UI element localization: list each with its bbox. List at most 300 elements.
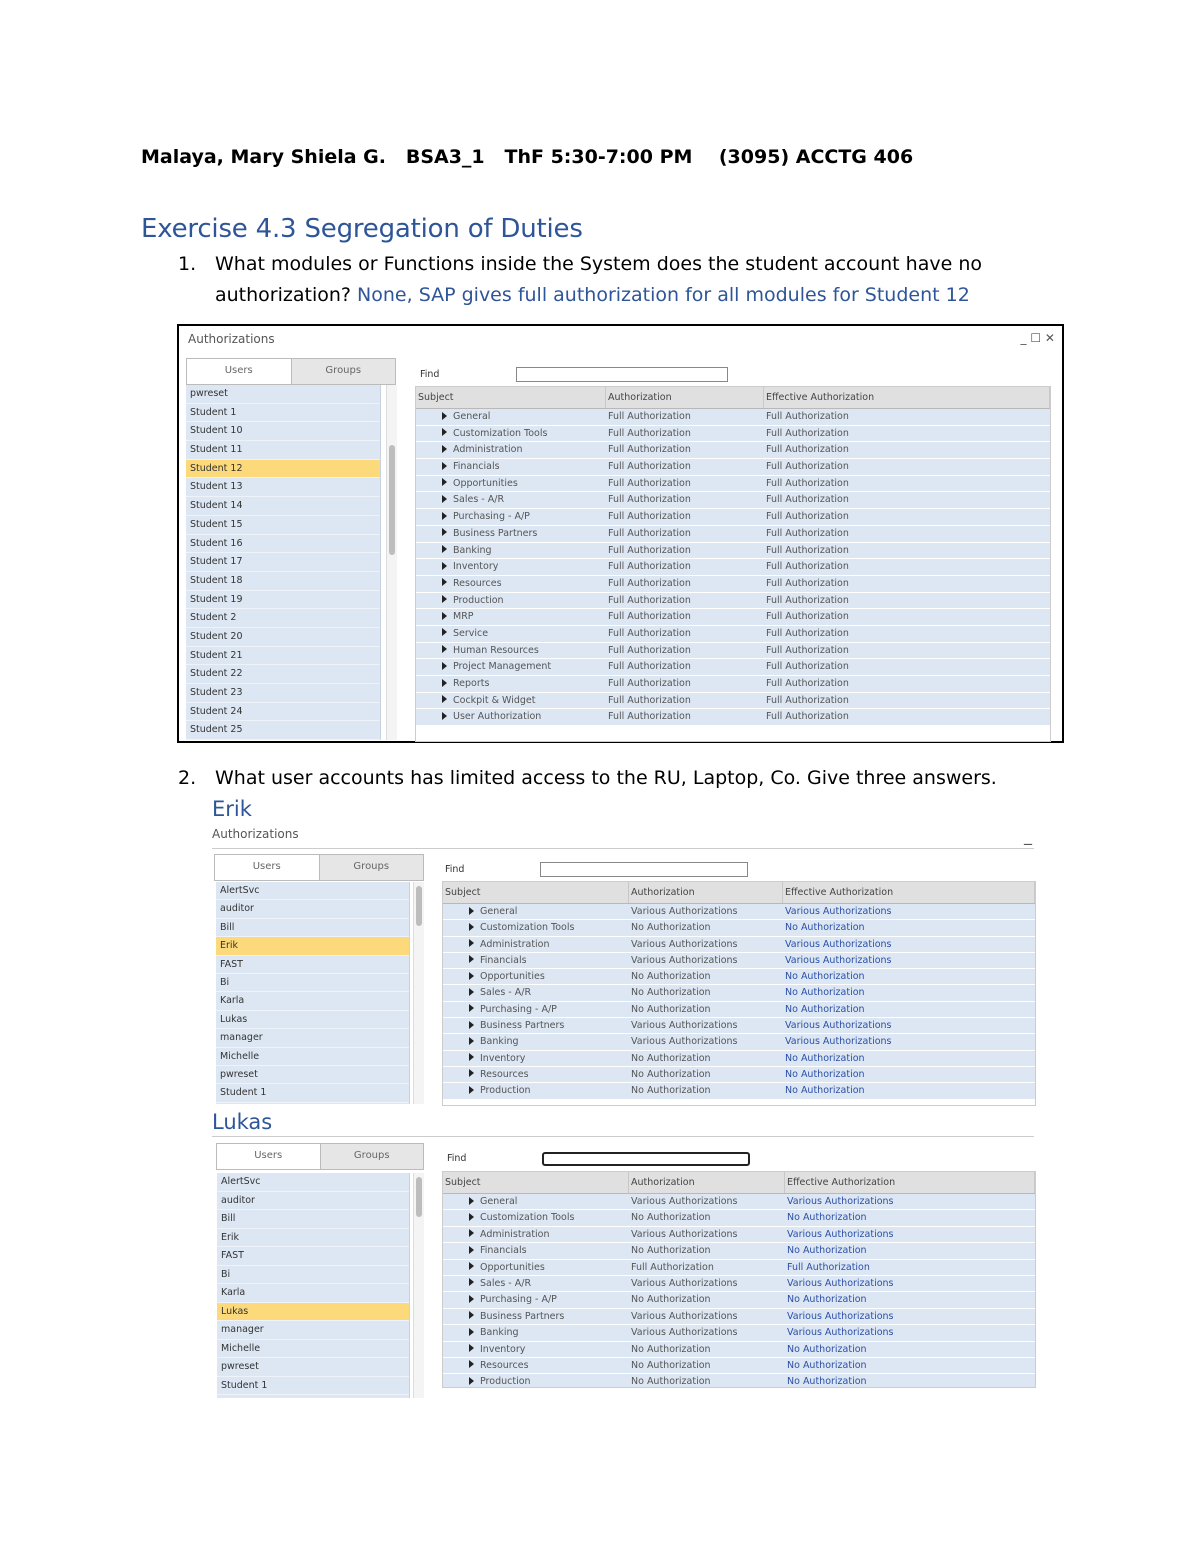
- user-list-item[interactable]: Michelle: [217, 1340, 409, 1359]
- authorization-cell: Various Authorizations: [629, 1325, 785, 1341]
- table-row[interactable]: [443, 1292, 1035, 1308]
- subject-label: MRP: [453, 611, 474, 623]
- table-row[interactable]: [443, 1018, 1035, 1034]
- authorization-cell: Full Authorization: [606, 442, 764, 459]
- expand-arrow-icon[interactable]: [442, 462, 447, 470]
- subject-cell: [443, 969, 629, 985]
- effective-authorization-cell: Full Authorization: [764, 442, 1050, 459]
- find-input[interactable]: [542, 1152, 750, 1166]
- user-list-item[interactable]: Student 1: [216, 1084, 409, 1102]
- authorization-cell: Various Authorizations: [629, 1227, 785, 1243]
- expand-arrow-icon[interactable]: [469, 1229, 474, 1237]
- tab-groups[interactable]: Groups: [292, 359, 396, 384]
- expand-arrow-icon[interactable]: [469, 1377, 474, 1385]
- table-row[interactable]: [416, 459, 1050, 476]
- tab-users[interactable]: Users: [187, 359, 292, 384]
- column-header[interactable]: Effective Authorization: [764, 387, 1050, 408]
- subject-cell: [443, 1194, 629, 1210]
- user-list-item[interactable]: Student 14: [186, 497, 380, 516]
- subject-label: Purchasing - A/P: [480, 1003, 557, 1015]
- effective-authorization-cell: Various Authorizations: [785, 1194, 1035, 1210]
- table-row[interactable]: [416, 576, 1050, 593]
- effective-authorization-cell: Full Authorization: [764, 693, 1050, 710]
- subject-label: Inventory: [453, 561, 499, 573]
- table-row[interactable]: [443, 1260, 1035, 1276]
- expand-arrow-icon[interactable]: [469, 1246, 474, 1254]
- subject-label: Resources: [480, 1359, 529, 1371]
- expand-arrow-icon[interactable]: [442, 645, 447, 653]
- expand-arrow-icon[interactable]: [469, 1037, 474, 1045]
- table-row[interactable]: [443, 1067, 1035, 1083]
- table-row[interactable]: [416, 476, 1050, 493]
- subject-label: Administration: [453, 444, 523, 456]
- authorization-cell: Full Authorization: [606, 559, 764, 576]
- table-row[interactable]: [443, 1276, 1035, 1292]
- user-list-item[interactable]: Erik: [216, 937, 409, 955]
- subject-cell: [416, 576, 606, 593]
- table-row[interactable]: [443, 1194, 1035, 1210]
- user-list-item[interactable]: AlertSvc: [217, 1173, 409, 1192]
- user-list-item[interactable]: Student 23: [186, 684, 380, 703]
- top-separator: [212, 1136, 1034, 1137]
- user-list-item[interactable]: Student 19: [186, 591, 380, 610]
- user-list-item[interactable]: Student 25: [186, 721, 380, 740]
- subject-cell: [416, 643, 606, 660]
- subject-cell: [443, 1358, 629, 1374]
- scrollbar-thumb[interactable]: [416, 886, 422, 926]
- expand-arrow-icon[interactable]: [469, 1197, 474, 1205]
- effective-authorization-cell: No Authorization: [785, 1292, 1035, 1308]
- subject-label: Financials: [480, 954, 527, 966]
- user-list-item[interactable]: Student 11: [186, 441, 380, 460]
- subject-label: Sales - A/R: [453, 494, 505, 506]
- expand-arrow-icon[interactable]: [469, 972, 474, 980]
- effective-authorization-cell: No Authorization: [783, 1051, 1035, 1067]
- grid-header: [443, 1172, 1035, 1194]
- subject-cell: [443, 1018, 629, 1034]
- question-1: [178, 249, 1078, 311]
- subject-label: Sales - A/R: [480, 1277, 532, 1289]
- subject-label: Sales - A/R: [480, 987, 532, 999]
- user-list-item[interactable]: Student 18: [186, 572, 380, 591]
- subject-cell: [416, 409, 606, 426]
- expand-arrow-icon[interactable]: [469, 1069, 474, 1077]
- grid-body: [416, 409, 1050, 726]
- column-header[interactable]: Subject: [443, 882, 629, 903]
- expand-arrow-icon[interactable]: [442, 445, 447, 453]
- user-list-scrollbar[interactable]: [386, 385, 397, 740]
- subject-label: Financials: [480, 1245, 527, 1257]
- table-row[interactable]: [443, 904, 1035, 920]
- user-list-item[interactable]: Student 17: [186, 553, 380, 572]
- effective-authorization-cell: No Authorization: [783, 920, 1035, 936]
- table-row[interactable]: [416, 709, 1050, 726]
- table-row[interactable]: [443, 1309, 1035, 1325]
- subject-cell: [443, 920, 629, 936]
- user-list-item[interactable]: Bill: [216, 919, 409, 937]
- subject-cell: [443, 1067, 629, 1083]
- user-list-item[interactable]: Student 1: [217, 1377, 409, 1396]
- effective-authorization-cell: No Authorization: [785, 1243, 1035, 1259]
- expand-arrow-icon[interactable]: [442, 562, 447, 570]
- expand-arrow-icon[interactable]: [442, 695, 447, 703]
- user-list-item[interactable]: Student 1: [186, 404, 380, 423]
- subject-cell: [416, 543, 606, 560]
- expand-arrow-icon[interactable]: [442, 612, 447, 620]
- effective-authorization-cell: Full Authorization: [764, 659, 1050, 676]
- user-list-item[interactable]: FAST: [216, 956, 409, 974]
- expand-arrow-icon[interactable]: [469, 988, 474, 996]
- subject-cell: [416, 626, 606, 643]
- authorization-cell: Various Authorizations: [629, 904, 783, 920]
- user-list-item[interactable]: Student 21: [186, 647, 380, 666]
- effective-authorization-cell: Full Authorization: [785, 1260, 1035, 1276]
- tab-groups[interactable]: Groups: [321, 1144, 424, 1169]
- table-row[interactable]: [443, 1325, 1035, 1341]
- subject-label: Service: [453, 627, 489, 639]
- subject-cell: [416, 693, 606, 710]
- authorization-cell: Full Authorization: [606, 676, 764, 693]
- scrollbar-thumb[interactable]: [416, 1177, 422, 1217]
- subject-cell: [416, 676, 606, 693]
- effective-authorization-cell: No Authorization: [783, 969, 1035, 985]
- authorization-cell: Full Authorization: [606, 593, 764, 610]
- column-header[interactable]: Subject: [443, 1172, 629, 1193]
- expand-arrow-icon[interactable]: [469, 1053, 474, 1061]
- users-groups-tabs: [214, 854, 424, 881]
- effective-authorization-cell: Full Authorization: [764, 709, 1050, 726]
- expand-arrow-icon[interactable]: [442, 679, 447, 687]
- user-list-item[interactable]: auditor: [216, 900, 409, 918]
- table-row[interactable]: [416, 492, 1050, 509]
- user-list-item[interactable]: Student 16: [186, 535, 380, 554]
- user-list-item[interactable]: Student 24: [186, 703, 380, 722]
- effective-authorization-cell: Various Authorizations: [783, 1034, 1035, 1050]
- user-list-item[interactable]: Student 10: [186, 422, 380, 441]
- user-list-item[interactable]: Bi: [217, 1266, 409, 1285]
- table-row[interactable]: [443, 1243, 1035, 1259]
- table-row[interactable]: [416, 659, 1050, 676]
- expand-arrow-icon[interactable]: [469, 1213, 474, 1221]
- effective-authorization-cell: Full Authorization: [764, 509, 1050, 526]
- subject-cell: [416, 459, 606, 476]
- grid-body: [443, 904, 1035, 1100]
- effective-authorization-cell: Various Authorizations: [783, 1018, 1035, 1034]
- authorization-cell: No Authorization: [629, 1374, 785, 1388]
- table-row[interactable]: [416, 442, 1050, 459]
- effective-authorization-cell: Various Authorizations: [783, 937, 1035, 953]
- student-header: Malaya, Mary Shiela G. BSA3_1 ThF 5:30-7:00 PM (3095) ACCTG 406: [141, 146, 914, 168]
- expand-arrow-icon[interactable]: [469, 1328, 474, 1336]
- expand-arrow-icon[interactable]: [469, 1004, 474, 1012]
- table-row[interactable]: [443, 1342, 1035, 1358]
- user-list-item[interactable]: pwreset: [186, 385, 380, 404]
- authorization-cell: Full Authorization: [606, 459, 764, 476]
- user-list-item[interactable]: Student 15: [186, 516, 380, 535]
- effective-authorization-cell: Full Authorization: [764, 492, 1050, 509]
- table-row[interactable]: [443, 1374, 1035, 1388]
- subject-cell: [443, 1210, 629, 1226]
- subject-label: User Authorization: [453, 711, 542, 723]
- subject-label: Purchasing - A/P: [480, 1294, 557, 1306]
- table-row[interactable]: [443, 1358, 1035, 1374]
- subject-label: Purchasing - A/P: [453, 511, 530, 523]
- subject-cell: [416, 593, 606, 610]
- table-row[interactable]: [416, 593, 1050, 610]
- user-list-scrollbar[interactable]: [413, 882, 424, 1104]
- table-row[interactable]: [416, 409, 1050, 426]
- table-row[interactable]: [416, 559, 1050, 576]
- find-input[interactable]: [540, 862, 748, 877]
- subject-label: Administration: [480, 1228, 550, 1240]
- user-list-item[interactable]: Student 20: [186, 628, 380, 647]
- effective-authorization-cell: Full Authorization: [764, 526, 1050, 543]
- effective-authorization-cell: Full Authorization: [764, 559, 1050, 576]
- effective-authorization-cell: No Authorization: [785, 1374, 1035, 1388]
- user-list-scrollbar[interactable]: [413, 1173, 424, 1398]
- subject-label: Business Partners: [453, 527, 538, 539]
- table-row[interactable]: [416, 693, 1050, 710]
- effective-authorization-cell: No Authorization: [783, 1002, 1035, 1018]
- expand-arrow-icon[interactable]: [442, 662, 447, 670]
- user-list-item[interactable]: pwreset: [217, 1358, 409, 1377]
- expand-arrow-icon[interactable]: [442, 595, 447, 603]
- user-list-item[interactable]: manager: [217, 1321, 409, 1340]
- authorization-cell: Full Authorization: [629, 1260, 785, 1276]
- authorization-cell: No Authorization: [629, 1051, 783, 1067]
- user-list-item[interactable]: FAST: [217, 1247, 409, 1266]
- tab-users[interactable]: Users: [217, 1144, 321, 1169]
- user-list-item[interactable]: Bi: [216, 974, 409, 992]
- question-1-line1: What modules or Functions inside the System does the student account have no: [215, 253, 982, 275]
- subject-label: Inventory: [480, 1052, 526, 1064]
- expand-arrow-icon[interactable]: [442, 545, 447, 553]
- user-list-item[interactable]: AlertSvc: [216, 882, 409, 900]
- user-list: [217, 1173, 410, 1398]
- subject-label: Customization Tools: [453, 427, 548, 439]
- authorization-grid: [442, 1171, 1036, 1388]
- expand-arrow-icon[interactable]: [442, 478, 447, 486]
- effective-authorization-cell: Full Authorization: [764, 543, 1050, 560]
- user-list-item[interactable]: Karla: [217, 1284, 409, 1303]
- subject-label: Resources: [480, 1068, 529, 1080]
- user-list-item[interactable]: Student 22: [186, 665, 380, 684]
- subject-label: Inventory: [480, 1343, 526, 1355]
- effective-authorization-cell: Full Authorization: [764, 626, 1050, 643]
- expand-arrow-icon[interactable]: [469, 923, 474, 931]
- subject-cell: [443, 953, 629, 969]
- table-row[interactable]: [443, 937, 1035, 953]
- authorization-cell: Full Authorization: [606, 426, 764, 443]
- subject-label: Banking: [480, 1036, 519, 1048]
- subject-cell: [416, 476, 606, 493]
- user-list: [186, 385, 381, 740]
- authorization-cell: Various Authorizations: [629, 1018, 783, 1034]
- subject-label: Resources: [453, 577, 502, 589]
- column-header[interactable]: Authorization: [606, 387, 764, 408]
- effective-authorization-cell: Various Authorizations: [785, 1309, 1035, 1325]
- tab-users[interactable]: Users: [215, 855, 320, 880]
- expand-arrow-icon[interactable]: [442, 495, 447, 503]
- expand-arrow-icon[interactable]: [442, 412, 447, 420]
- expand-arrow-icon[interactable]: [469, 1360, 474, 1368]
- table-row[interactable]: [443, 1227, 1035, 1243]
- table-row[interactable]: [416, 526, 1050, 543]
- authorization-cell: No Authorization: [629, 920, 783, 936]
- subject-cell: [443, 1243, 629, 1259]
- authorization-cell: Full Authorization: [606, 526, 764, 543]
- table-row[interactable]: [443, 1002, 1035, 1018]
- column-header[interactable]: Effective Authorization: [785, 1172, 1035, 1193]
- user-list-item[interactable]: pwreset: [216, 1066, 409, 1084]
- effective-authorization-cell: Full Authorization: [764, 409, 1050, 426]
- authorization-cell: No Authorization: [629, 1083, 783, 1099]
- table-row[interactable]: [443, 1051, 1035, 1067]
- subject-cell: [416, 426, 606, 443]
- table-row[interactable]: [416, 643, 1050, 660]
- question-1-answer: None, SAP gives full authorization for all modules for Student 12: [357, 284, 970, 306]
- effective-authorization-cell: Full Authorization: [764, 576, 1050, 593]
- question-1-line2: authorization?: [215, 284, 351, 306]
- expand-arrow-icon[interactable]: [469, 955, 474, 963]
- subject-label: Customization Tools: [480, 922, 575, 934]
- user-list-item[interactable]: manager: [216, 1029, 409, 1047]
- effective-authorization-cell: Full Authorization: [764, 676, 1050, 693]
- subject-cell: [443, 1260, 629, 1276]
- subject-cell: [416, 659, 606, 676]
- expand-arrow-icon[interactable]: [469, 1344, 474, 1352]
- expand-arrow-icon[interactable]: [469, 1278, 474, 1286]
- subject-cell: [443, 1083, 629, 1099]
- authorization-cell: Various Authorizations: [629, 937, 783, 953]
- authorization-cell: Various Authorizations: [629, 1276, 785, 1292]
- user-list-item[interactable]: Student 13: [186, 478, 380, 497]
- subject-label: Financials: [453, 461, 500, 473]
- expand-arrow-icon[interactable]: [469, 907, 474, 915]
- table-row[interactable]: [443, 969, 1035, 985]
- user-list-item[interactable]: auditor: [217, 1192, 409, 1211]
- subject-cell: [443, 1342, 629, 1358]
- expand-arrow-icon[interactable]: [442, 512, 447, 520]
- user-list-item[interactable]: Erik: [217, 1229, 409, 1248]
- expand-arrow-icon[interactable]: [469, 939, 474, 947]
- grid-header: [443, 882, 1035, 904]
- effective-authorization-cell: No Authorization: [783, 1083, 1035, 1099]
- table-row[interactable]: [416, 543, 1050, 560]
- question-2-number: 2.: [178, 767, 197, 789]
- find-label: Find: [447, 1153, 467, 1164]
- subject-label: Banking: [453, 544, 492, 556]
- effective-authorization-cell: Full Authorization: [764, 643, 1050, 660]
- expand-arrow-icon[interactable]: [469, 1295, 474, 1303]
- table-row[interactable]: [443, 953, 1035, 969]
- column-header[interactable]: Subject: [416, 387, 606, 408]
- table-row[interactable]: [443, 985, 1035, 1001]
- table-row[interactable]: [443, 1034, 1035, 1050]
- user-list-item[interactable]: Michelle: [216, 1048, 409, 1066]
- table-row[interactable]: [416, 509, 1050, 526]
- authorization-cell: No Authorization: [629, 1358, 785, 1374]
- expand-arrow-icon[interactable]: [469, 1262, 474, 1270]
- expand-arrow-icon[interactable]: [442, 428, 447, 436]
- authorization-cell: Full Authorization: [606, 659, 764, 676]
- effective-authorization-cell: No Authorization: [785, 1358, 1035, 1374]
- authorization-cell: Various Authorizations: [629, 953, 783, 969]
- subject-cell: [443, 985, 629, 1001]
- subject-cell: [416, 509, 606, 526]
- subject-label: Administration: [480, 938, 550, 950]
- subject-cell: [443, 1309, 629, 1325]
- window-minimize[interactable]: _: [1024, 826, 1032, 845]
- column-header[interactable]: Authorization: [629, 1172, 785, 1193]
- user-list-item[interactable]: Student 2: [186, 609, 380, 628]
- subject-label: General: [480, 1196, 518, 1207]
- scrollbar-thumb[interactable]: [389, 445, 395, 555]
- window-controls[interactable]: _ ☐ ✕: [1020, 331, 1055, 345]
- subject-label: General: [480, 906, 518, 917]
- authorization-cell: Full Authorization: [606, 643, 764, 660]
- effective-authorization-cell: No Authorization: [783, 1067, 1035, 1083]
- authorization-cell: Full Authorization: [606, 609, 764, 626]
- user-list-item[interactable]: Lukas: [216, 1011, 409, 1029]
- effective-authorization-cell: Various Authorizations: [783, 953, 1035, 969]
- expand-arrow-icon[interactable]: [469, 1086, 474, 1094]
- expand-arrow-icon[interactable]: [442, 628, 447, 636]
- exercise-title: Exercise 4.3 Segregation of Duties: [141, 214, 583, 244]
- user-list-item[interactable]: Bill: [217, 1210, 409, 1229]
- user-list-item[interactable]: Student 12: [186, 460, 380, 479]
- column-header[interactable]: Authorization: [629, 882, 783, 903]
- table-row[interactable]: [416, 676, 1050, 693]
- find-input[interactable]: [516, 367, 728, 382]
- expand-arrow-icon[interactable]: [469, 1021, 474, 1029]
- question-2: [178, 763, 1078, 825]
- table-row[interactable]: [443, 920, 1035, 936]
- subject-label: Opportunities: [480, 971, 545, 983]
- expand-arrow-icon[interactable]: [469, 1311, 474, 1319]
- subject-cell: [443, 937, 629, 953]
- subject-cell: [443, 1276, 629, 1292]
- table-row[interactable]: [416, 609, 1050, 626]
- expand-arrow-icon[interactable]: [442, 712, 447, 720]
- authorization-grid: [415, 386, 1051, 742]
- user-list-item[interactable]: Karla: [216, 992, 409, 1010]
- authorization-cell: No Authorization: [629, 1342, 785, 1358]
- tab-groups[interactable]: Groups: [320, 855, 424, 880]
- effective-authorization-cell: No Authorization: [785, 1210, 1035, 1226]
- authorization-cell: Full Authorization: [606, 476, 764, 493]
- table-row[interactable]: [416, 626, 1050, 643]
- subject-label: Business Partners: [480, 1020, 565, 1032]
- table-row[interactable]: [416, 426, 1050, 443]
- effective-authorization-cell: No Authorization: [783, 985, 1035, 1001]
- subject-cell: [443, 1374, 629, 1388]
- answer-lukas: Lukas: [212, 1110, 273, 1134]
- table-row[interactable]: [443, 1210, 1035, 1226]
- title-separator: [212, 848, 1034, 849]
- subject-cell: [443, 1325, 629, 1341]
- table-row[interactable]: [443, 1083, 1035, 1099]
- column-header[interactable]: Effective Authorization: [783, 882, 1035, 903]
- question-2-line: What user accounts has limited access to the RU, Laptop, Co. Give three answers.: [215, 767, 997, 789]
- expand-arrow-icon[interactable]: [442, 578, 447, 586]
- question-1-number: 1.: [178, 253, 197, 275]
- user-list-item[interactable]: Lukas: [217, 1303, 409, 1322]
- effective-authorization-cell: Full Authorization: [764, 459, 1050, 476]
- effective-authorization-cell: Various Authorizations: [785, 1325, 1035, 1341]
- expand-arrow-icon[interactable]: [442, 528, 447, 536]
- subject-label: General: [453, 411, 491, 422]
